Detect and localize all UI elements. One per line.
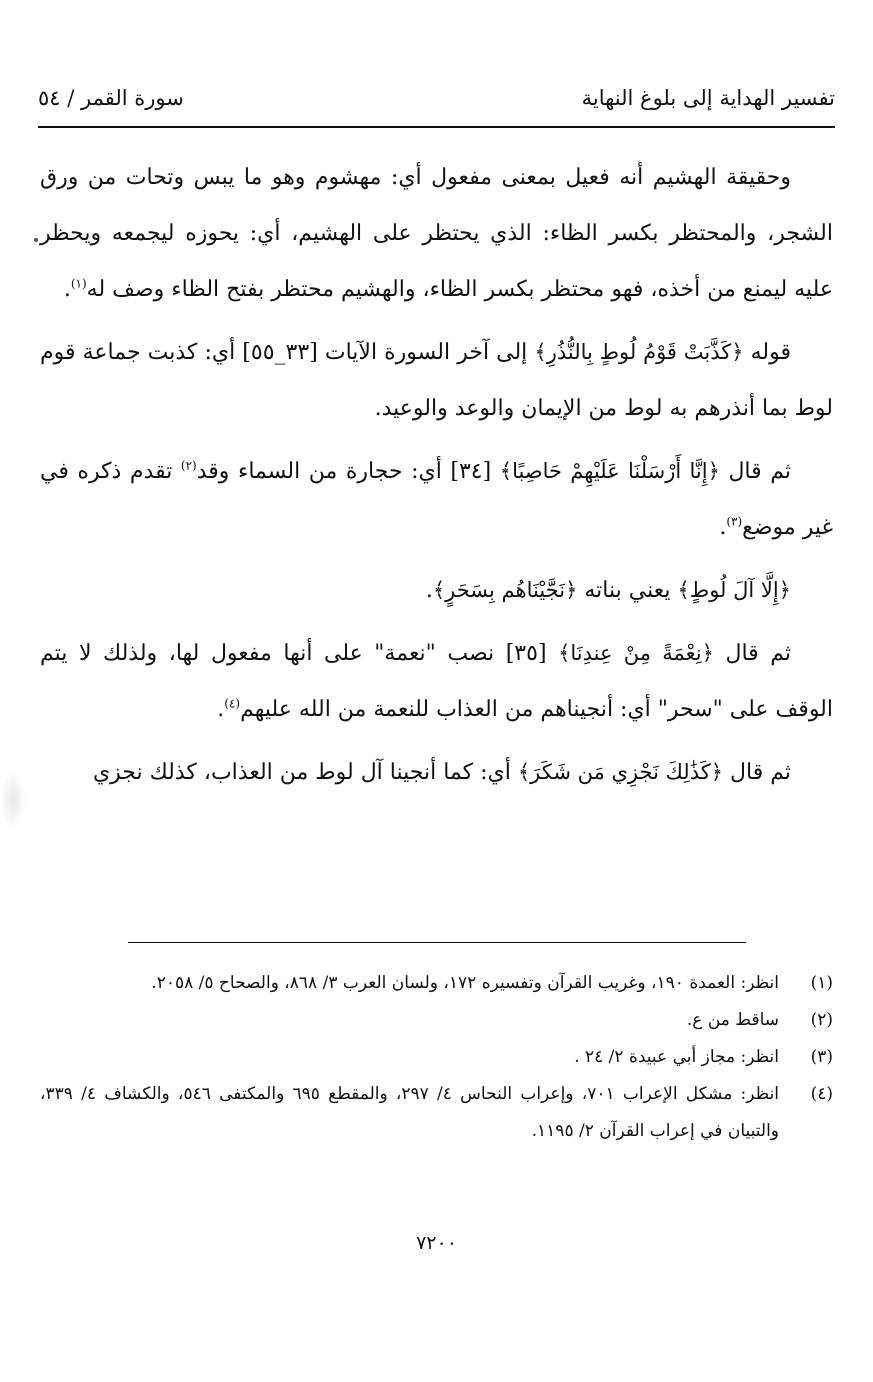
text-run: ثم قال: [719, 459, 791, 484]
footnote-number: (٤): [810, 1084, 833, 1104]
header-rule: [38, 126, 835, 128]
text-run: .: [425, 578, 433, 603]
paragraph: [40, 324, 833, 437]
scan-speck: [34, 238, 38, 242]
text-run: أي: كما أنجينا آل لوط من العذاب، كذلك نجزي: [92, 760, 518, 785]
footnote-separator: [128, 942, 746, 943]
text-run: [٣٤] أي: حجارة من السماء وقد: [196, 459, 500, 484]
quran-verse: ﴿كَذَّبَتْ قَوْمُ لُوطٍ بِالنُّذُرِ﴾: [534, 340, 744, 364]
text-run: تقدم ذكره في غير موضع: [40, 459, 833, 540]
quran-verse: ﴿إِلَّا آلَ لُوطٍ﴾: [677, 578, 791, 602]
footnote-reference: (٤): [224, 696, 241, 711]
footnote-reference: (٢): [180, 458, 197, 473]
text-run: .: [63, 277, 71, 302]
footnote: [40, 965, 833, 1002]
footnote-text: انظر: العمدة ١٩٠، وغريب القرآن وتفسيره ١٧٢، ولسان العرب ٣/ ٨٦٨، والصحاح ٥/ ٢٠٥٨.: [151, 973, 779, 993]
footnote-reference: (٣): [726, 514, 743, 529]
text-run: .: [719, 515, 727, 540]
quran-verse: ﴿نَجَّيْنَاهُم بِسَحَرٍ﴾: [432, 578, 578, 602]
text-run: وحقيقة الهشيم أنه فعيل بمعنى مفعول أي: مهشوم وهو ما يبس وتحات من ورق الشجر، والمحتظر بكسر الظاء: الذي يحتظر على الهشيم، أي: يحوزه ليجمعه ويحظر عليه ليمنع من أخذه، فهو محتظر بكسر الظاء، والهشيم محتظر بفتح الظاء وصف له: [40, 165, 833, 302]
quran-verse: ﴿نِعْمَةً مِنْ عِندِنَا﴾: [558, 641, 714, 665]
text-run: ثم قال: [713, 641, 791, 666]
paragraph: [40, 625, 833, 738]
footnote-reference: (١): [70, 276, 87, 291]
page-number: ٧٢٠٠: [416, 1232, 457, 1254]
footnote: [40, 1002, 833, 1039]
footnote-number: (١): [810, 973, 833, 993]
footnote: [40, 1039, 833, 1076]
book-title: تفسير الهداية إلى بلوغ النهاية: [581, 86, 835, 110]
footnote: [40, 1076, 833, 1150]
footnotes: [40, 965, 833, 1150]
paragraph: [40, 150, 833, 318]
text-run: ثم قال: [723, 760, 791, 785]
footnote-number: (٣): [810, 1047, 833, 1067]
text-run: يعني بناته: [577, 578, 678, 603]
quran-verse: ﴿كَذَٰلِكَ نَجْزِي مَن شَكَرَ﴾: [517, 760, 724, 784]
paragraph: [40, 562, 833, 619]
footnote-text: ساقط من ع.: [686, 1010, 779, 1030]
footnote-text: انظر: مشكل الإعراب ٧٠١، وإعراب النحاس ٤/ ٢٩٧، والمقطع ٦٩٥ والمكتفى ٥٤٦، والكشاف ٤/ ٣٣٩، والتبيان في إعراب القرآن ٢/ ١١٩٥.: [40, 1084, 780, 1141]
scan-artifact: [0, 770, 26, 830]
text-run: إلى آخر السورة الآيات [٣٣_٥٥] أي: كذبت جماعة قوم لوط بما أنذرهم به لوط من الإيمان والوعد والوعيد.: [40, 340, 833, 421]
quran-verse: ﴿إِنَّا أَرْسَلْنَا عَلَيْهِمْ حَاصِبًا﴾: [499, 459, 720, 483]
surah-reference: سورة القمر / ٥٤: [38, 86, 184, 110]
main-text: [40, 150, 833, 807]
text-run: قوله: [743, 340, 792, 365]
paragraph: [40, 744, 833, 801]
footnote-number: (٢): [810, 1010, 833, 1030]
footnote-text: انظر: مجاز أبي عبيدة ٢/ ٢٤ .: [574, 1047, 779, 1067]
text-run: .: [217, 697, 225, 722]
running-header: [38, 86, 835, 120]
paragraph: [40, 443, 833, 556]
text-run: [٣٥] نصب "نعمة" على أنها مفعول لها، ولذلك لا يتم الوقف على "سحر" أي: أنجيناهم من العذاب للنعمة من الله عليهم: [40, 641, 833, 722]
